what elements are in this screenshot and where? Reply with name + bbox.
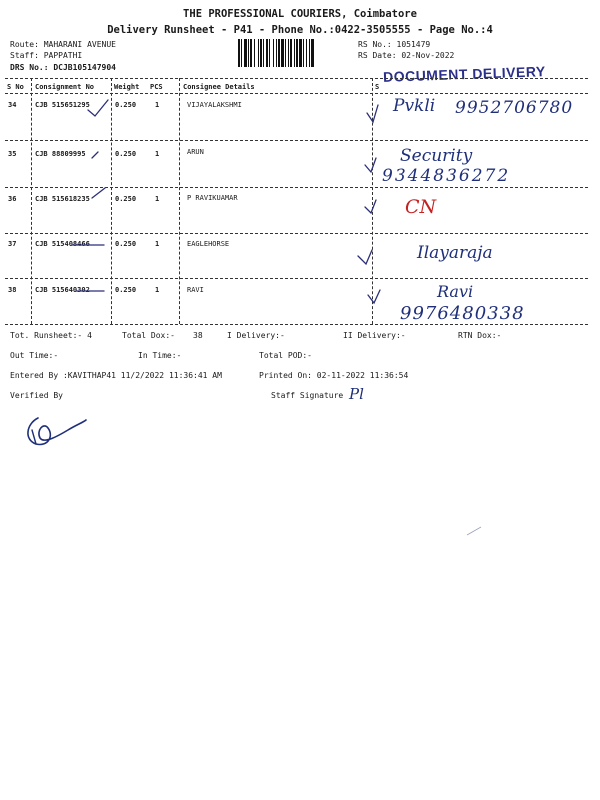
tick-mark <box>365 200 376 213</box>
row-weight: 0.250 <box>115 240 137 248</box>
col-header-consignment: Consignment No <box>35 83 95 91</box>
row-sno: 34 <box>8 101 17 109</box>
row-sno: 38 <box>8 286 17 294</box>
out-time: Out Time:- <box>10 351 59 360</box>
row-consignee: ARUN <box>187 148 204 156</box>
total-dox-label: Total Dox:- <box>122 331 175 340</box>
row-weight: 0.250 <box>115 286 137 294</box>
row-sno: 37 <box>8 240 17 248</box>
tick-mark <box>365 158 376 172</box>
tick-mark <box>92 188 105 198</box>
staff-signature-initials: Pl <box>349 385 364 403</box>
handwritten-receiver-name: Ravi <box>437 282 474 301</box>
tick-mark <box>358 250 372 264</box>
entered-by: Entered By :KAVITHAP41 11/2/2022 11:36:41 AM <box>10 371 222 380</box>
row-pcs: 1 <box>155 286 160 294</box>
row-consignment: CJB 515651295 <box>35 101 90 109</box>
col-header-weight: Weight <box>114 83 140 91</box>
staff-label: Staff: PAPPATHI <box>10 51 83 60</box>
row-sno: 36 <box>8 195 17 203</box>
tick-mark <box>88 100 108 116</box>
handwritten-phone: 9976480338 <box>400 303 525 324</box>
rs-number: RS No.: 1051479 <box>358 40 431 49</box>
row-consignee: P RAVIKUAMAR <box>187 194 238 202</box>
row-pcs: 1 <box>155 150 160 158</box>
verified-by: Verified By <box>10 391 63 400</box>
handwritten-phone: 9344836272 <box>382 166 511 186</box>
handwritten-receiver-name: Security <box>400 146 473 166</box>
stray-mark <box>465 525 485 537</box>
tick-mark <box>367 105 378 122</box>
total-dox-value: 38 <box>193 331 203 340</box>
col-header-sno: S No <box>7 83 24 91</box>
col-header-signature: S <box>375 83 380 91</box>
tick-mark <box>92 152 98 158</box>
staff-signature-label: Staff Signature <box>271 391 344 400</box>
handwritten-receiver-name: Ilayaraja <box>417 243 493 263</box>
document-delivery-stamp: DOCUMENT DELIVERY <box>382 63 547 85</box>
row-weight: 0.250 <box>115 195 137 203</box>
verifier-signature <box>18 410 88 450</box>
row-consignee: EAGLEHORSE <box>187 240 230 248</box>
drs-number: DRS No.: DCJB105147904 <box>10 63 116 72</box>
handwritten-phone: 9952706780 <box>455 98 574 118</box>
ii-delivery: II Delivery:- <box>343 331 406 340</box>
row-consignee: RAVI <box>187 286 204 294</box>
row-sno: 35 <box>8 150 17 158</box>
row-weight: 0.250 <box>115 101 137 109</box>
total-pod: Total POD:- <box>259 351 312 360</box>
row-consignment: CJB 515640302 <box>35 286 90 294</box>
tot-runsheet: Tot. Runsheet:- 4 <box>10 331 92 340</box>
i-delivery: I Delivery:- <box>227 331 285 340</box>
col-header-consignee: Consignee Details <box>183 83 255 91</box>
company-title: THE PROFESSIONAL COURIERS, Coimbatore <box>183 8 417 20</box>
row-weight: 0.250 <box>115 150 137 158</box>
row-pcs: 1 <box>155 240 160 248</box>
printed-on: Printed On: 02-11-2022 11:36:54 <box>259 371 409 380</box>
row-consignment: CJB 515618235 <box>35 195 90 203</box>
col-header-pcs: PCS <box>150 83 163 91</box>
handwritten-receiver-name: Pvkli <box>393 96 436 116</box>
row-consignee: VIJAYALAKSHMI <box>187 101 242 109</box>
row-pcs: 1 <box>155 101 160 109</box>
handwritten-red-mark: CN <box>405 196 437 218</box>
tick-mark <box>368 290 380 303</box>
rtn-dox: RTN Dox:- <box>458 331 502 340</box>
row-pcs: 1 <box>155 195 160 203</box>
route-label: Route: MAHARANI AVENUE <box>10 40 116 49</box>
row-consignment: CJB 515408466 <box>35 240 90 248</box>
runsheet-subtitle: Delivery Runsheet - P41 - Phone No.:0422-3505555 - Page No.:4 <box>107 24 493 36</box>
in-time: In Time:- <box>138 351 182 360</box>
rs-date: RS Date: 02-Nov-2022 <box>358 51 455 60</box>
row-consignment: CJB 88809995 <box>35 150 86 158</box>
